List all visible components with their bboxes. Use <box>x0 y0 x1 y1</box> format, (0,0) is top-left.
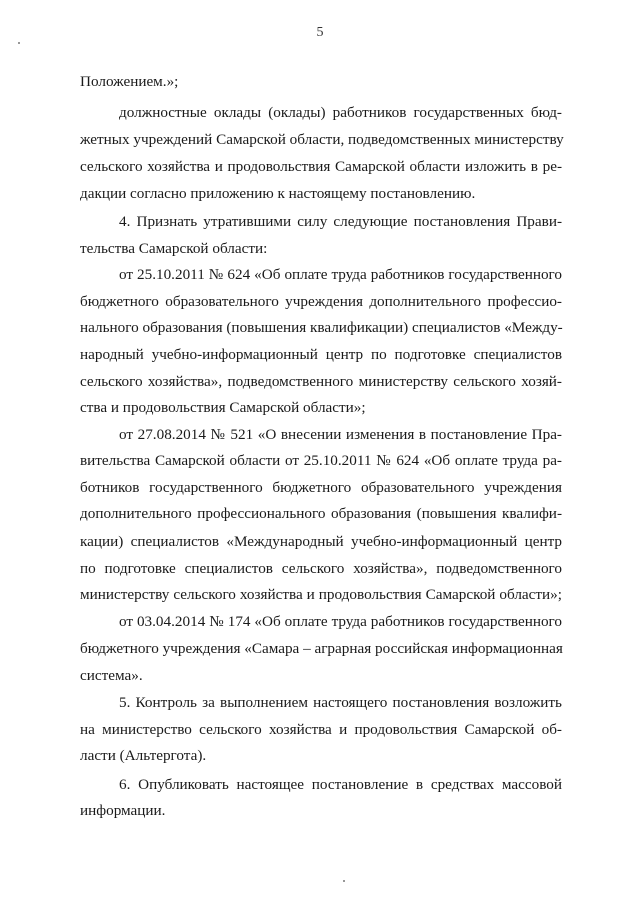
text-line: жетных учреждений Самарской области, подведомственных министерству <box>80 131 564 148</box>
text-line: ства и продовольствия Самарской области»; <box>80 399 366 416</box>
text-line: по подготовке специалистов сельского хозяйства», подведомственного <box>80 560 562 577</box>
scan-speck <box>18 42 20 44</box>
text-line: бюджетного образовательного учреждения дополнительного профессио- <box>80 293 562 310</box>
text-line: от 25.10.2011 № 624 «Об оплате труда работников государственного <box>119 266 562 283</box>
text-line: должностные оклады (оклады) работников государственных бюд- <box>119 104 562 121</box>
text-line: бюджетного учреждения «Самара – аграрная российская информационная <box>80 640 563 657</box>
text-line: 5. Контроль за выполнением настоящего постановления возложить <box>119 694 562 711</box>
text-line: сельского хозяйства», подведомственного министерству сельского хозяй- <box>80 373 562 390</box>
text-line: сельского хозяйства и продовольствия Самарской области изложить в ре- <box>80 158 562 175</box>
text-line: 4. Признать утратившими силу следующие постановления Прави- <box>119 213 562 230</box>
text-line: нального образования (повышения квалификации) специалистов «Между- <box>80 319 563 336</box>
text-line: министерству сельского хозяйства и продовольствия Самарской области»; <box>80 586 562 603</box>
text-line: дополнительного профессионального образования (повышения квалифи- <box>80 505 562 522</box>
text-line: Положением.»; <box>80 73 179 90</box>
text-line: 6. Опубликовать настоящее постановление в средствах массовой <box>119 776 562 793</box>
text-line: ласти (Альтергота). <box>80 747 207 764</box>
text-line: народный учебно-информационный центр по подготовке специалистов <box>80 346 562 363</box>
scan-speck <box>343 880 345 882</box>
text-line: от 27.08.2014 № 521 «О внесении изменения в постановление Пра- <box>119 426 562 443</box>
text-line: система». <box>80 667 143 684</box>
text-line: вительства Самарской области от 25.10.2011 № 624 «Об оплате труда ра- <box>80 452 562 469</box>
text-line: дакции согласно приложению к настоящему постановлению. <box>80 185 476 202</box>
page-number: 5 <box>316 25 324 40</box>
text-line: ботников государственного бюджетного образовательного учреждения <box>80 479 562 496</box>
text-line: кации) специалистов «Международный учебно-информационный центр <box>80 533 562 550</box>
text-line: на министерство сельского хозяйства и продовольствия Самарской об- <box>80 721 562 738</box>
text-line: тельства Самарской области: <box>80 240 268 257</box>
text-line: от 03.04.2014 № 174 «Об оплате труда работников государственного <box>119 613 562 630</box>
text-line: информации. <box>80 802 166 819</box>
